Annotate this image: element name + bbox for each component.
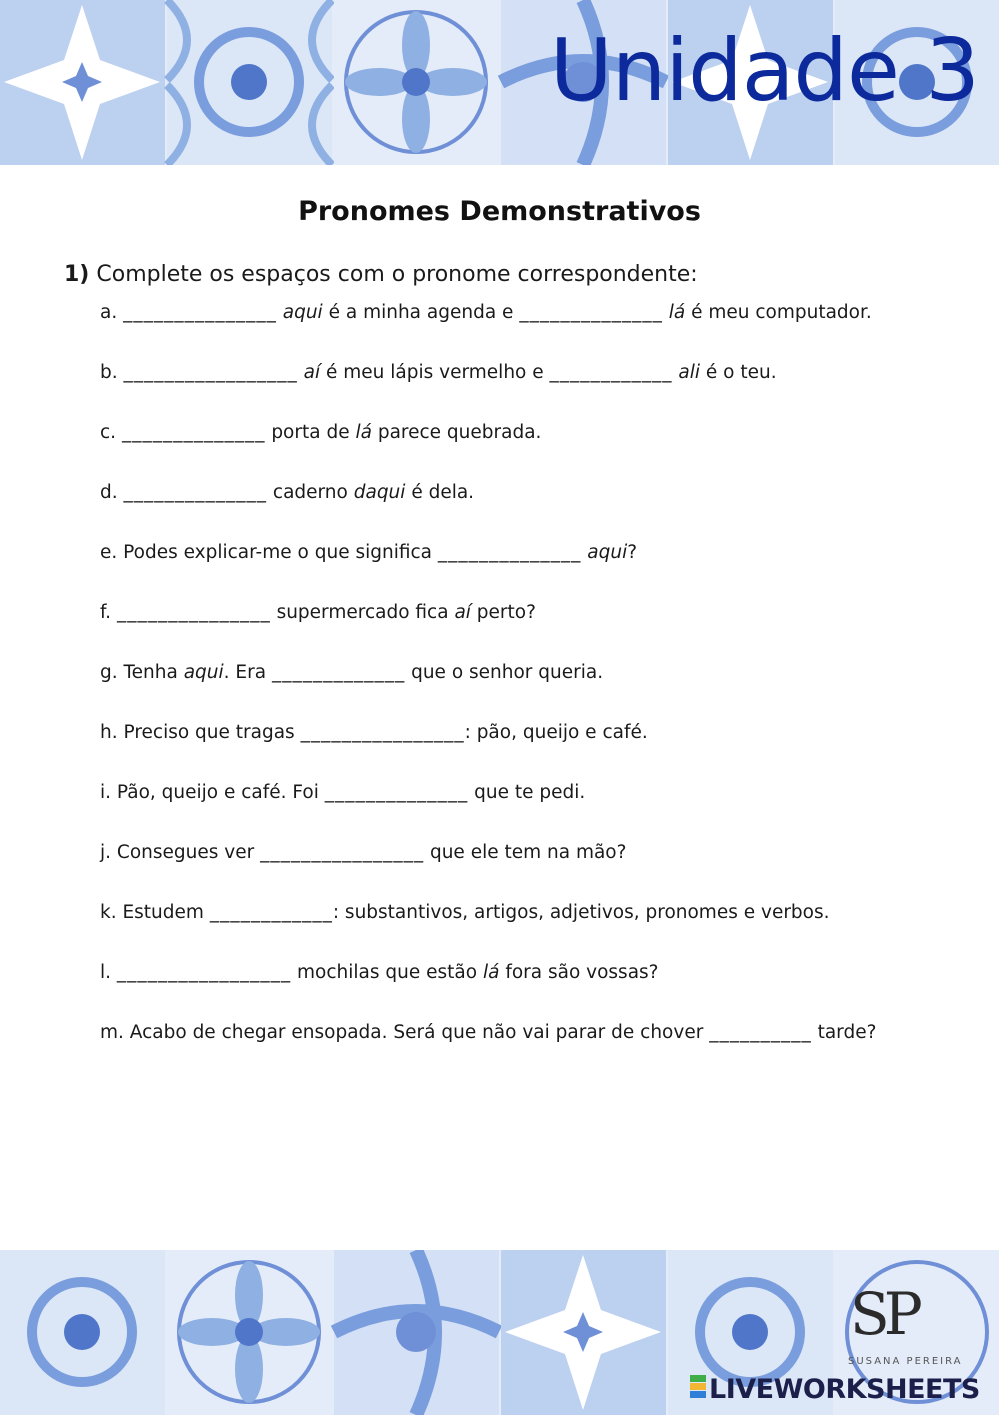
question-text: caderno bbox=[267, 482, 354, 503]
question-adverb: aqui bbox=[282, 302, 323, 323]
question-text: b. bbox=[100, 362, 124, 383]
question-text: é o teu. bbox=[700, 362, 777, 383]
question-text: que ele tem na mão? bbox=[424, 842, 627, 863]
question-b bbox=[100, 358, 900, 388]
question-d bbox=[100, 478, 900, 508]
question-adverb: ali bbox=[678, 362, 701, 383]
page-title: Pronomes Demonstrativos bbox=[298, 196, 701, 227]
question-f bbox=[100, 598, 900, 628]
question-j bbox=[100, 838, 900, 868]
question-text: supermercado fica bbox=[270, 602, 455, 623]
answer-blank[interactable]: __________ bbox=[709, 1022, 812, 1043]
question-text: : pão, queijo e café. bbox=[464, 722, 648, 743]
question-text: é dela. bbox=[405, 482, 475, 503]
brand-name: LIVEWORKSHEETS bbox=[709, 1374, 980, 1405]
unit-title: Unidade 3 bbox=[549, 21, 979, 121]
question-text: porta de bbox=[265, 422, 356, 443]
question-text: é a minha agenda e bbox=[322, 302, 520, 323]
question-adverb: aqui bbox=[587, 542, 628, 563]
instruction-text: Complete os espaços com o pronome correspondente: bbox=[96, 262, 698, 287]
liveworksheets-logo bbox=[690, 1374, 980, 1405]
question-text: perto? bbox=[470, 602, 536, 623]
answer-blank[interactable]: _______________ bbox=[116, 602, 271, 623]
question-text: fora são vossas? bbox=[499, 962, 659, 983]
question-text: a. bbox=[100, 302, 124, 323]
question-e bbox=[100, 538, 900, 568]
question-text: mochilas que estão bbox=[291, 962, 483, 983]
answer-blank[interactable]: _________________ bbox=[123, 362, 298, 383]
answer-blank[interactable]: ____________ bbox=[549, 362, 673, 383]
question-text: . Era bbox=[223, 662, 272, 683]
answer-blank[interactable]: ______________ bbox=[519, 302, 663, 323]
answer-blank[interactable]: _________________ bbox=[116, 962, 292, 983]
question-text: g. Tenha bbox=[100, 662, 184, 683]
author-logo bbox=[820, 1280, 990, 1375]
question-text: é meu lápis vermelho e bbox=[320, 362, 550, 383]
answer-blank[interactable]: ________________ bbox=[300, 722, 465, 743]
answer-blank[interactable]: ______________ bbox=[437, 542, 582, 563]
question-h bbox=[100, 718, 900, 748]
question-adverb: daqui bbox=[353, 482, 406, 503]
question-adverb: lá bbox=[355, 422, 372, 443]
answer-blank[interactable]: ________________ bbox=[260, 842, 425, 863]
question-text: i. Pão, queijo e café. Foi bbox=[100, 782, 325, 803]
answer-blank[interactable]: ______________ bbox=[324, 782, 469, 803]
answer-blank[interactable]: ______________ bbox=[121, 422, 266, 443]
author-monogram: SP bbox=[850, 1280, 917, 1348]
answer-blank[interactable]: _______________ bbox=[123, 302, 277, 323]
question-text: m. Acabo de chegar ensopada. Será que não vai parar de chover bbox=[100, 1022, 710, 1043]
question-text: parece quebrada. bbox=[371, 422, 542, 443]
question-text: k. Estudem bbox=[100, 902, 210, 923]
question-text: l. bbox=[100, 962, 117, 983]
question-text: ? bbox=[627, 542, 638, 563]
question-g bbox=[100, 658, 900, 688]
live-badge-icon bbox=[690, 1375, 706, 1405]
question-text: d. bbox=[100, 482, 124, 503]
answer-blank[interactable]: ______________ bbox=[123, 482, 268, 503]
question-text: h. Preciso que tragas bbox=[100, 722, 301, 743]
question-text: f. bbox=[100, 602, 117, 623]
exercise-instruction bbox=[64, 262, 698, 287]
question-adverb: aqui bbox=[183, 662, 224, 683]
question-k bbox=[100, 898, 900, 928]
answer-blank[interactable]: ____________ bbox=[209, 902, 333, 923]
question-text: tarde? bbox=[811, 1022, 877, 1043]
exercise-number: 1) bbox=[64, 262, 90, 287]
question-a bbox=[100, 298, 900, 328]
question-i bbox=[100, 778, 900, 808]
question-text: j. Consegues ver bbox=[100, 842, 261, 863]
tile-star bbox=[0, 0, 165, 165]
question-l bbox=[100, 958, 900, 988]
question-text: c. bbox=[100, 422, 122, 443]
question-text: é meu computador. bbox=[685, 302, 872, 323]
question-c bbox=[100, 418, 900, 448]
question-adverb: lá bbox=[668, 302, 686, 323]
question-text: que o senhor queria. bbox=[405, 662, 604, 683]
answer-blank[interactable]: _____________ bbox=[271, 662, 406, 683]
question-list bbox=[100, 298, 900, 1078]
question-text: que te pedi. bbox=[468, 782, 586, 803]
question-text: : substantivos, artigos, adjetivos, pronomes e verbos. bbox=[332, 902, 830, 923]
question-adverb: lá bbox=[482, 962, 500, 983]
author-name: SUSANA PEREIRA bbox=[848, 1356, 963, 1367]
question-adverb: aí bbox=[454, 602, 471, 623]
question-adverb: aí bbox=[303, 362, 321, 383]
question-text: e. Podes explicar-me o que significa bbox=[100, 542, 438, 563]
question-m bbox=[100, 1018, 900, 1048]
